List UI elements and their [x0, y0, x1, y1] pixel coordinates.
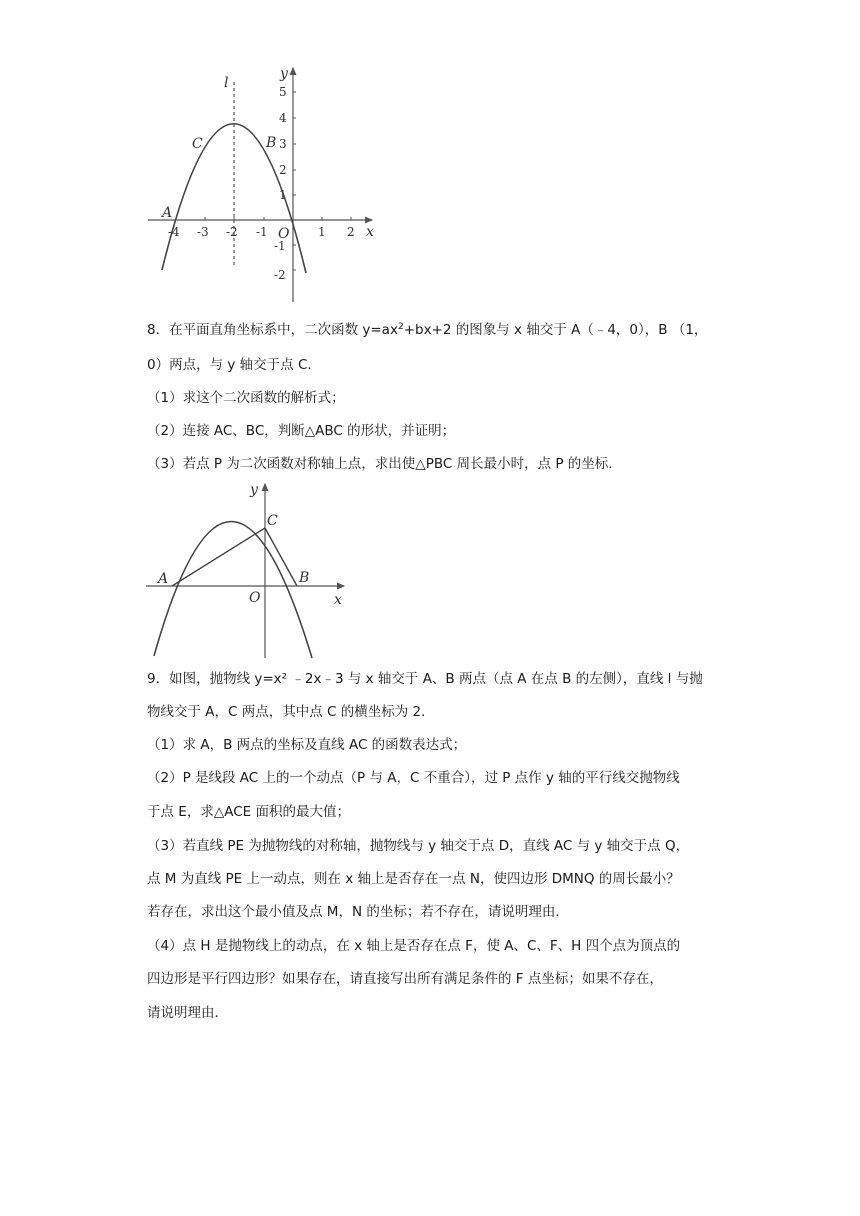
problem-8-text: 8．在平面直角坐标系中，二次函数 y=ax: [147, 322, 398, 338]
problem-9-question-2b: 于点 E，求△ACE 面积的最大值；: [147, 804, 350, 820]
x-tick-label: -4: [168, 225, 180, 239]
x-axis-label: x: [334, 592, 342, 608]
point-c-label: C: [267, 513, 278, 529]
y-tick-label: -1: [274, 239, 286, 253]
y-axis-label: y: [280, 66, 288, 82]
figure-1-parabola-graph: [140, 60, 390, 310]
x-tick-label: 1: [318, 225, 326, 239]
problem-9-question-2a: （2）P 是线段 AC 上的一个动点（P 与 A，C 不重合），过 P 点作 y 轴的平行线交抛物线: [147, 770, 680, 786]
parabola-curve: [154, 521, 312, 658]
problem-8-question-2: （2）连接 AC、BC，判断△ABC 的形状，并证明；: [147, 423, 456, 439]
problem-8-question-1: （1）求这个二次函数的解析式；: [147, 390, 345, 406]
problem-9-question-3c: 若存在，求出这个最小值及点 M，N 的坐标；若不存在，请说明理由．: [147, 904, 569, 920]
y-tick-label: 3: [279, 137, 287, 151]
problem-9-question-4b: 四边形是平行四边形？如果存在，请直接写出所有满足条件的 F 点坐标；如果不存在，: [147, 971, 663, 987]
x-tick-label: -2: [226, 225, 238, 239]
y-tick-label: 4: [279, 111, 287, 125]
point-b-label: B: [299, 570, 310, 586]
problem-9-question-1: （1）求 A，B 两点的坐标及直线 AC 的函数表达式；: [147, 737, 467, 753]
problem-8-question-3: （3）若点 P 为二次函数对称轴上点，求出使△PBC 周长最小时，点 P 的坐标．: [147, 456, 622, 472]
problem-8-line-2: 0）两点，与 y 轴交于点 C．: [147, 357, 321, 373]
problem-9-question-3b: 点 M 为直线 PE 上一动点，则在 x 轴上是否存在一点 N，使四边形 DMNQ 的周长最小？: [147, 871, 680, 887]
y-tick-label: 5: [279, 85, 287, 99]
segment-bc: [265, 528, 297, 586]
y-tick-label: -2: [274, 268, 286, 282]
y-tick-label: 2: [279, 163, 287, 177]
point-c-label: C: [192, 136, 203, 152]
x-tick-label: -3: [197, 225, 209, 239]
problem-9-line-1: 9．如图，抛物线 y=x² ﹣2x﹣3 与 x 轴交于 A、B 两点（点 A 在点 B 的左侧），直线 l 与抛: [147, 671, 703, 687]
x-tick-label: -1: [256, 225, 268, 239]
origin-label: O: [249, 590, 261, 606]
symmetry-line-label: l: [224, 75, 229, 91]
y-tick-label: 1: [279, 188, 287, 202]
problem-9-question-4a: （4）点 H 是抛物线上的动点，在 x 轴上是否存在点 F，使 A、C、F、H 四个点为顶点的: [147, 938, 681, 954]
origin-label: O: [278, 226, 290, 242]
point-a-label: A: [158, 571, 169, 587]
problem-9-question-4c: 请说明理由．: [147, 1005, 228, 1021]
problem-8-line-1: [147, 320, 707, 340]
point-b-label: B: [266, 135, 277, 151]
problem-9-question-3a: （3）若直线 PE 为抛物线的对称轴，抛物线与 y 轴交于点 D，直线 AC 与 y 轴交于点 Q，: [147, 838, 690, 854]
problem-9-line-2: 物线交于 A，C 两点，其中点 C 的横坐标为 2．: [147, 704, 435, 720]
x-axis-label: x: [366, 224, 374, 240]
segment-ac: [172, 528, 265, 586]
y-axis-label: y: [250, 482, 258, 498]
figure-2-triangle-graph: [140, 478, 360, 660]
problem-8-text: +bx+2 的图象与 x 轴交于 A（﹣4，0），B （1，: [403, 322, 708, 338]
x-tick-label: 2: [347, 225, 355, 239]
point-a-label: A: [162, 205, 173, 221]
exponent: 2: [397, 322, 404, 332]
